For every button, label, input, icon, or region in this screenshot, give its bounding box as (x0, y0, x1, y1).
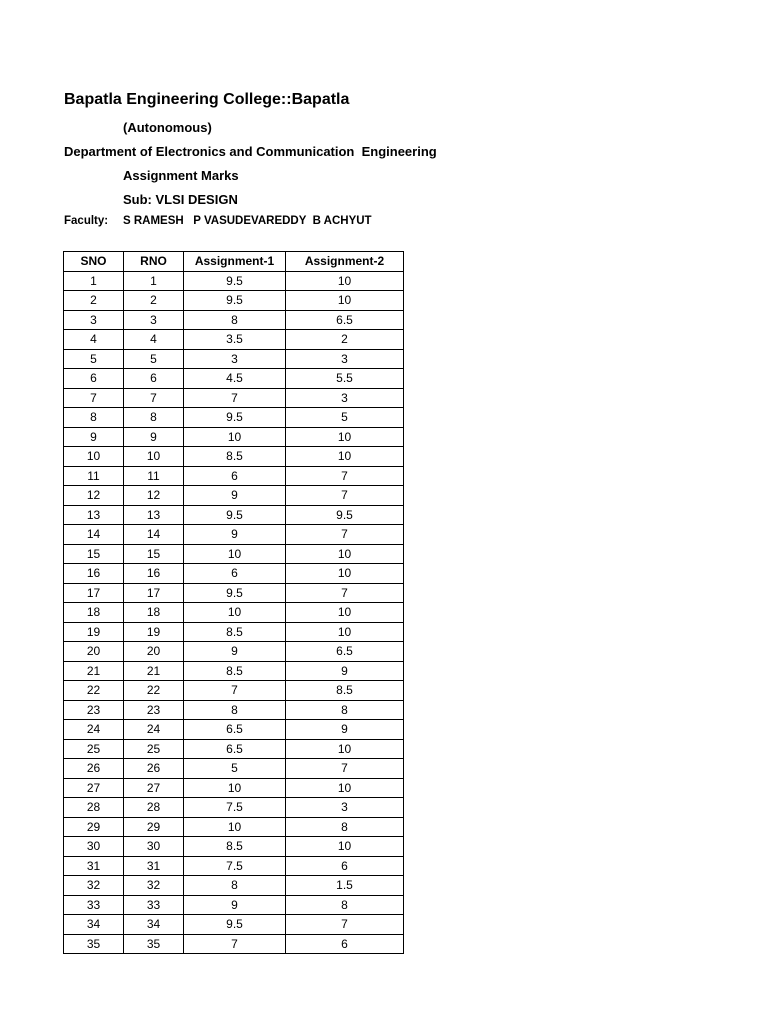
rno-cell: 32 (124, 876, 184, 896)
assignment-1-cell: 6.5 (184, 739, 286, 759)
assignment-2-cell: 1.5 (286, 876, 404, 896)
assignment-2-cell: 5 (286, 408, 404, 428)
assignment-1-cell: 7 (184, 681, 286, 701)
subject-label: Sub: VLSI DESIGN (123, 192, 238, 207)
rno-cell: 29 (124, 817, 184, 837)
assignment-2-cell: 10 (286, 291, 404, 311)
rno-cell: 13 (124, 505, 184, 525)
table-row (64, 388, 404, 408)
sno-cell: 22 (64, 681, 124, 701)
assignment-1-cell: 9 (184, 525, 286, 545)
assignment-1-cell: 9.5 (184, 291, 286, 311)
department-title: Department of Electronics and Communication Engineering (64, 144, 437, 159)
rno-cell: 16 (124, 564, 184, 584)
assignment-1-cell: 9 (184, 895, 286, 915)
assignment-2-cell: 8 (286, 817, 404, 837)
assignment-1-cell: 10 (184, 778, 286, 798)
table-row (64, 466, 404, 486)
sno-cell: 35 (64, 934, 124, 954)
rno-cell: 28 (124, 798, 184, 818)
sno-cell: 5 (64, 349, 124, 369)
assignment-1-cell: 10 (184, 427, 286, 447)
table-row (64, 661, 404, 681)
assignment-1-cell: 10 (184, 817, 286, 837)
assignment-1-cell: 3 (184, 349, 286, 369)
rno-cell: 20 (124, 642, 184, 662)
assignment-2-cell: 7 (286, 915, 404, 935)
assignment-2-cell: 10 (286, 544, 404, 564)
table-row (64, 310, 404, 330)
table-row (64, 603, 404, 623)
sno-cell: 4 (64, 330, 124, 350)
rno-cell: 7 (124, 388, 184, 408)
assignment-2-cell: 8 (286, 895, 404, 915)
sno-cell: 16 (64, 564, 124, 584)
table-row (64, 642, 404, 662)
assignment-1-cell: 7.5 (184, 798, 286, 818)
assignment-2-cell: 7 (286, 759, 404, 779)
table-row (64, 700, 404, 720)
table-row (64, 798, 404, 818)
rno-cell: 9 (124, 427, 184, 447)
assignment-2-cell: 8.5 (286, 681, 404, 701)
table-row (64, 583, 404, 603)
assignment-2-cell: 9.5 (286, 505, 404, 525)
table-row (64, 778, 404, 798)
rno-cell: 15 (124, 544, 184, 564)
sno-cell: 8 (64, 408, 124, 428)
assignment-1-cell: 10 (184, 603, 286, 623)
sno-cell: 32 (64, 876, 124, 896)
rno-cell: 17 (124, 583, 184, 603)
marks-table (63, 251, 404, 954)
sno-cell: 9 (64, 427, 124, 447)
assignment-2-cell: 10 (286, 427, 404, 447)
assignment-2-cell: 10 (286, 778, 404, 798)
table-row (64, 876, 404, 896)
college-title: Bapatla Engineering College::Bapatla (64, 91, 350, 108)
sno-cell: 15 (64, 544, 124, 564)
sno-cell: 28 (64, 798, 124, 818)
assignment-1-cell: 6.5 (184, 720, 286, 740)
table-row (64, 739, 404, 759)
rno-cell: 34 (124, 915, 184, 935)
assignment-2-cell: 6 (286, 934, 404, 954)
table-row (64, 564, 404, 584)
assignment-1-cell: 6 (184, 466, 286, 486)
faculty-names: S RAMESH P VASUDEVAREDDY B ACHYUT (123, 215, 372, 227)
assignment-2-cell: 10 (286, 739, 404, 759)
sno-cell: 20 (64, 642, 124, 662)
assignment-1-cell: 8.5 (184, 447, 286, 467)
assignment-1-cell: 9.5 (184, 271, 286, 291)
sno-cell: 2 (64, 291, 124, 311)
rno-cell: 2 (124, 291, 184, 311)
assignment-2-cell: 10 (286, 622, 404, 642)
assignment-2-cell: 10 (286, 564, 404, 584)
rno-cell: 25 (124, 739, 184, 759)
assignment-2-cell: 10 (286, 603, 404, 623)
rno-cell: 19 (124, 622, 184, 642)
table-row (64, 895, 404, 915)
table-row (64, 720, 404, 740)
sno-cell: 29 (64, 817, 124, 837)
table-row (64, 408, 404, 428)
table-header (64, 252, 404, 272)
table-row (64, 856, 404, 876)
table-row (64, 817, 404, 837)
assignment-2-cell: 5.5 (286, 369, 404, 389)
assignment-2-cell: 7 (286, 583, 404, 603)
sno-cell: 23 (64, 700, 124, 720)
rno-cell: 24 (124, 720, 184, 740)
table-row (64, 915, 404, 935)
assignment-2-cell: 8 (286, 700, 404, 720)
rno-cell: 31 (124, 856, 184, 876)
rno-cell: 8 (124, 408, 184, 428)
assignment-2-cell: 2 (286, 330, 404, 350)
table-row (64, 447, 404, 467)
sno-cell: 11 (64, 466, 124, 486)
assignment-2-cell: 7 (286, 466, 404, 486)
rno-cell: 30 (124, 837, 184, 857)
assignment-2-cell: 9 (286, 720, 404, 740)
assignment-1-cell: 4.5 (184, 369, 286, 389)
table-row (64, 837, 404, 857)
assignment-2-cell: 7 (286, 486, 404, 506)
assignment-1-cell: 7 (184, 934, 286, 954)
sno-cell: 7 (64, 388, 124, 408)
rno-cell: 27 (124, 778, 184, 798)
rno-cell: 14 (124, 525, 184, 545)
assignment-2-cell: 6.5 (286, 310, 404, 330)
table-row (64, 525, 404, 545)
column-header-assignment-1: Assignment-1 (184, 252, 286, 272)
rno-cell: 11 (124, 466, 184, 486)
autonomous-label: (Autonomous) (123, 120, 212, 135)
assignment-2-cell: 9 (286, 661, 404, 681)
rno-cell: 23 (124, 700, 184, 720)
sno-cell: 18 (64, 603, 124, 623)
column-header-sno: SNO (64, 252, 124, 272)
assignment-1-cell: 6 (184, 564, 286, 584)
rno-cell: 5 (124, 349, 184, 369)
assignment-1-cell: 9.5 (184, 915, 286, 935)
rno-cell: 35 (124, 934, 184, 954)
assignment-1-cell: 9.5 (184, 505, 286, 525)
assignment-1-cell: 8 (184, 876, 286, 896)
rno-cell: 26 (124, 759, 184, 779)
table-row (64, 681, 404, 701)
sno-cell: 34 (64, 915, 124, 935)
rno-cell: 3 (124, 310, 184, 330)
sno-cell: 30 (64, 837, 124, 857)
table-row (64, 271, 404, 291)
table-row (64, 349, 404, 369)
column-header-assignment-2: Assignment-2 (286, 252, 404, 272)
assignment-1-cell: 3.5 (184, 330, 286, 350)
sno-cell: 24 (64, 720, 124, 740)
rno-cell: 4 (124, 330, 184, 350)
assignment-2-cell: 10 (286, 837, 404, 857)
assignment-1-cell: 8 (184, 700, 286, 720)
assignment-1-cell: 8.5 (184, 837, 286, 857)
rno-cell: 6 (124, 369, 184, 389)
rno-cell: 10 (124, 447, 184, 467)
assignment-2-cell: 6.5 (286, 642, 404, 662)
assignment-1-cell: 7 (184, 388, 286, 408)
table-row (64, 486, 404, 506)
table-body (64, 271, 404, 954)
assignment-2-cell: 3 (286, 388, 404, 408)
sno-cell: 27 (64, 778, 124, 798)
column-header-rno: RNO (124, 252, 184, 272)
rno-cell: 12 (124, 486, 184, 506)
sno-cell: 31 (64, 856, 124, 876)
header-row (64, 252, 404, 272)
assignment-1-cell: 9.5 (184, 408, 286, 428)
sno-cell: 12 (64, 486, 124, 506)
sno-cell: 21 (64, 661, 124, 681)
sno-cell: 14 (64, 525, 124, 545)
assignment-2-cell: 3 (286, 798, 404, 818)
table-row (64, 759, 404, 779)
assignment-1-cell: 9 (184, 486, 286, 506)
sno-cell: 33 (64, 895, 124, 915)
assignment-1-cell: 8.5 (184, 622, 286, 642)
sno-cell: 1 (64, 271, 124, 291)
assignment-2-cell: 6 (286, 856, 404, 876)
table-row (64, 427, 404, 447)
faculty-label: Faculty: (64, 215, 109, 227)
assignment-2-cell: 3 (286, 349, 404, 369)
rno-cell: 1 (124, 271, 184, 291)
assignment-2-cell: 10 (286, 271, 404, 291)
sno-cell: 26 (64, 759, 124, 779)
table-row (64, 544, 404, 564)
table-row (64, 505, 404, 525)
sno-cell: 19 (64, 622, 124, 642)
table-row (64, 330, 404, 350)
rno-cell: 22 (124, 681, 184, 701)
sno-cell: 17 (64, 583, 124, 603)
table-row (64, 622, 404, 642)
table-row (64, 369, 404, 389)
rno-cell: 21 (124, 661, 184, 681)
sno-cell: 13 (64, 505, 124, 525)
assignment-1-cell: 8 (184, 310, 286, 330)
rno-cell: 33 (124, 895, 184, 915)
document-title: Assignment Marks (123, 168, 239, 183)
sno-cell: 3 (64, 310, 124, 330)
sno-cell: 6 (64, 369, 124, 389)
table-row (64, 291, 404, 311)
assignment-2-cell: 10 (286, 447, 404, 467)
assignment-2-cell: 7 (286, 525, 404, 545)
table-row (64, 934, 404, 954)
sno-cell: 25 (64, 739, 124, 759)
assignment-1-cell: 9.5 (184, 583, 286, 603)
assignment-1-cell: 5 (184, 759, 286, 779)
sno-cell: 10 (64, 447, 124, 467)
rno-cell: 18 (124, 603, 184, 623)
assignment-1-cell: 7.5 (184, 856, 286, 876)
assignment-1-cell: 10 (184, 544, 286, 564)
assignment-1-cell: 8.5 (184, 661, 286, 681)
assignment-1-cell: 9 (184, 642, 286, 662)
